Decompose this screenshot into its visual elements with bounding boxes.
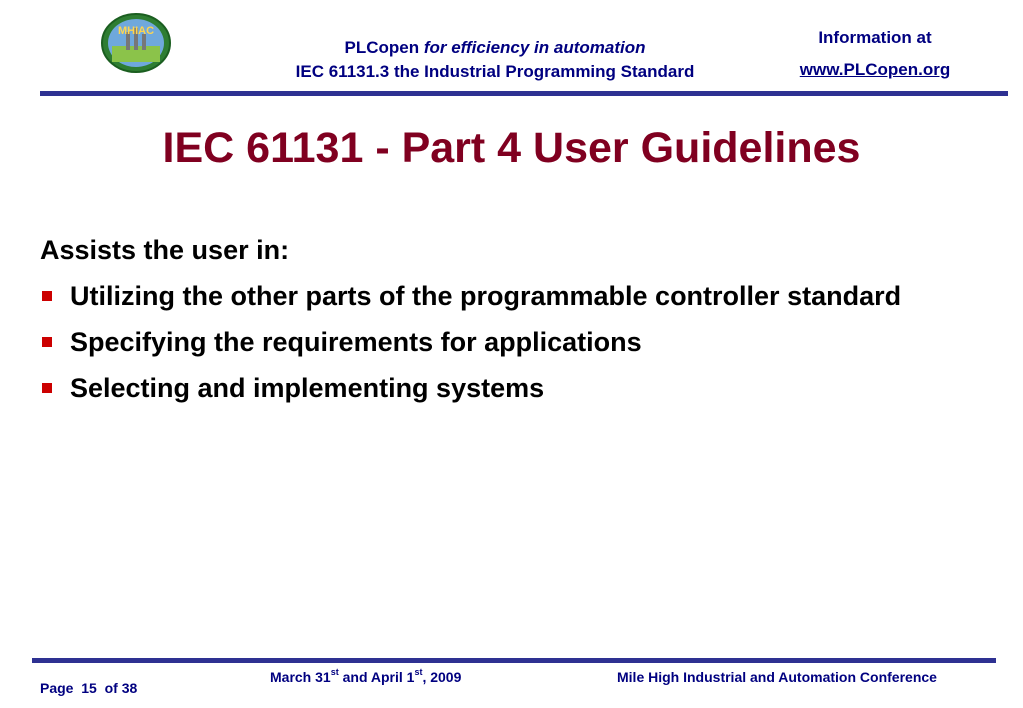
org-name: PLCopen (344, 38, 420, 57)
bullet-text: Selecting and implementing systems (70, 373, 545, 403)
header-subtitle: IEC 61131.3 the Industrial Programming Standard (295, 62, 695, 81)
svg-text:MHIAC: MHIAC (117, 25, 155, 37)
bullet-item (40, 372, 960, 405)
footer-conference: Mile High Industrial and Automation Conference (617, 669, 937, 685)
info-label: Information at (818, 28, 932, 47)
square-bullet-icon (42, 337, 52, 347)
tagline: for efficiency in automation (423, 38, 646, 57)
page-number: 15 (81, 680, 97, 696)
bullet-text: Specifying the requirements for applications (70, 327, 642, 357)
bullet-list (40, 280, 960, 418)
bullet-item (40, 280, 960, 313)
footer-divider (32, 658, 996, 663)
header-divider (40, 91, 1008, 96)
bullet-item (40, 326, 960, 359)
plcopen-link[interactable]: www.PLCopen.org (799, 60, 951, 79)
slide-title: IEC 61131 - Part 4 User Guidelines (162, 124, 861, 172)
intro-text: Assists the user in: (40, 235, 290, 265)
page-total: 38 (121, 680, 138, 696)
info-block (770, 22, 980, 86)
square-bullet-icon (42, 291, 52, 301)
bullet-text: Utilizing the other parts of the programmable controller standard (70, 281, 902, 311)
mhiac-logo (100, 12, 172, 74)
page-indicator: Page 15 of 38 (40, 680, 138, 696)
footer-date: March 31st and April 1st, 2009 (270, 667, 462, 685)
header-title (230, 36, 760, 84)
square-bullet-icon (42, 383, 52, 393)
